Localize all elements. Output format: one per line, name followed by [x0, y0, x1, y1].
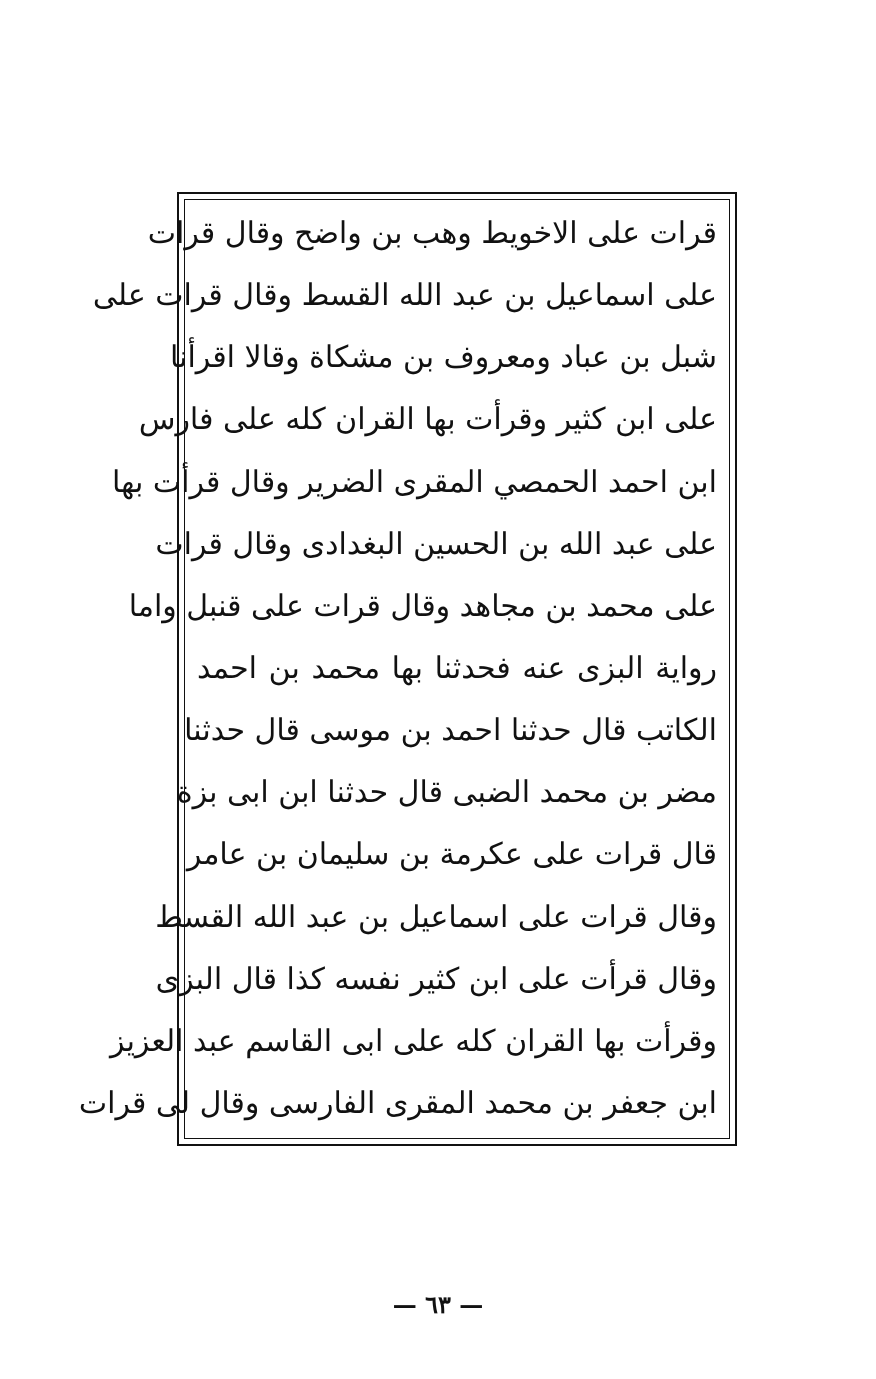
text-line-6: على عبد الله بن الحسين البغدادى وقال قرات [155, 526, 717, 562]
text-line-2: على اسماعيل بن عبد الله القسط وقال قرات على [92, 278, 717, 314]
text-line-15: ابن جعفر بن محمد المقرى الفارسى وقال لى قرات [78, 1085, 717, 1121]
text-line-10: مضر بن محمد الضبى قال حدثنا ابن ابى بزة [176, 775, 717, 811]
page-inner-border [78, 199, 730, 1139]
manuscript-text-block [78, 206, 717, 1132]
text-line-11: قال قرات على عكرمة بن سليمان بن عامر [186, 837, 717, 873]
text-line-5: ابن احمد الحمصي المقرى الضرير وقال قرأت بها [112, 464, 717, 500]
text-line-8: رواية البزى عنه فحدثنا بها محمد بن احمد [197, 650, 717, 686]
text-line-9: الكاتب قال حدثنا احمد بن موسى قال حدثنا [184, 713, 717, 749]
page-number: — ٦٣ — [392, 1290, 484, 1319]
text-line-7: على محمد بن مجاهد وقال قرات على قنبل واما [128, 588, 717, 624]
text-line-1: قرات على الاخويط وهب بن واضح وقال قرات [147, 216, 717, 251]
text-line-4: على ابن كثير وقرأت بها القران كله على فارس [138, 402, 717, 438]
text-line-13: وقال قرأت على ابن كثير نفسه كذا قال البزى [155, 961, 717, 997]
text-line-12: وقال قرات على اسماعيل بن عبد الله القسط [155, 899, 717, 935]
text-line-14: وقرأت بها القران كله على ابى القاسم عبد العزيز [110, 1023, 717, 1059]
text-line-3: شبل بن عباد ومعروف بن مشكاة وقالا اقرأنا [169, 340, 717, 376]
page-border [78, 192, 737, 1146]
